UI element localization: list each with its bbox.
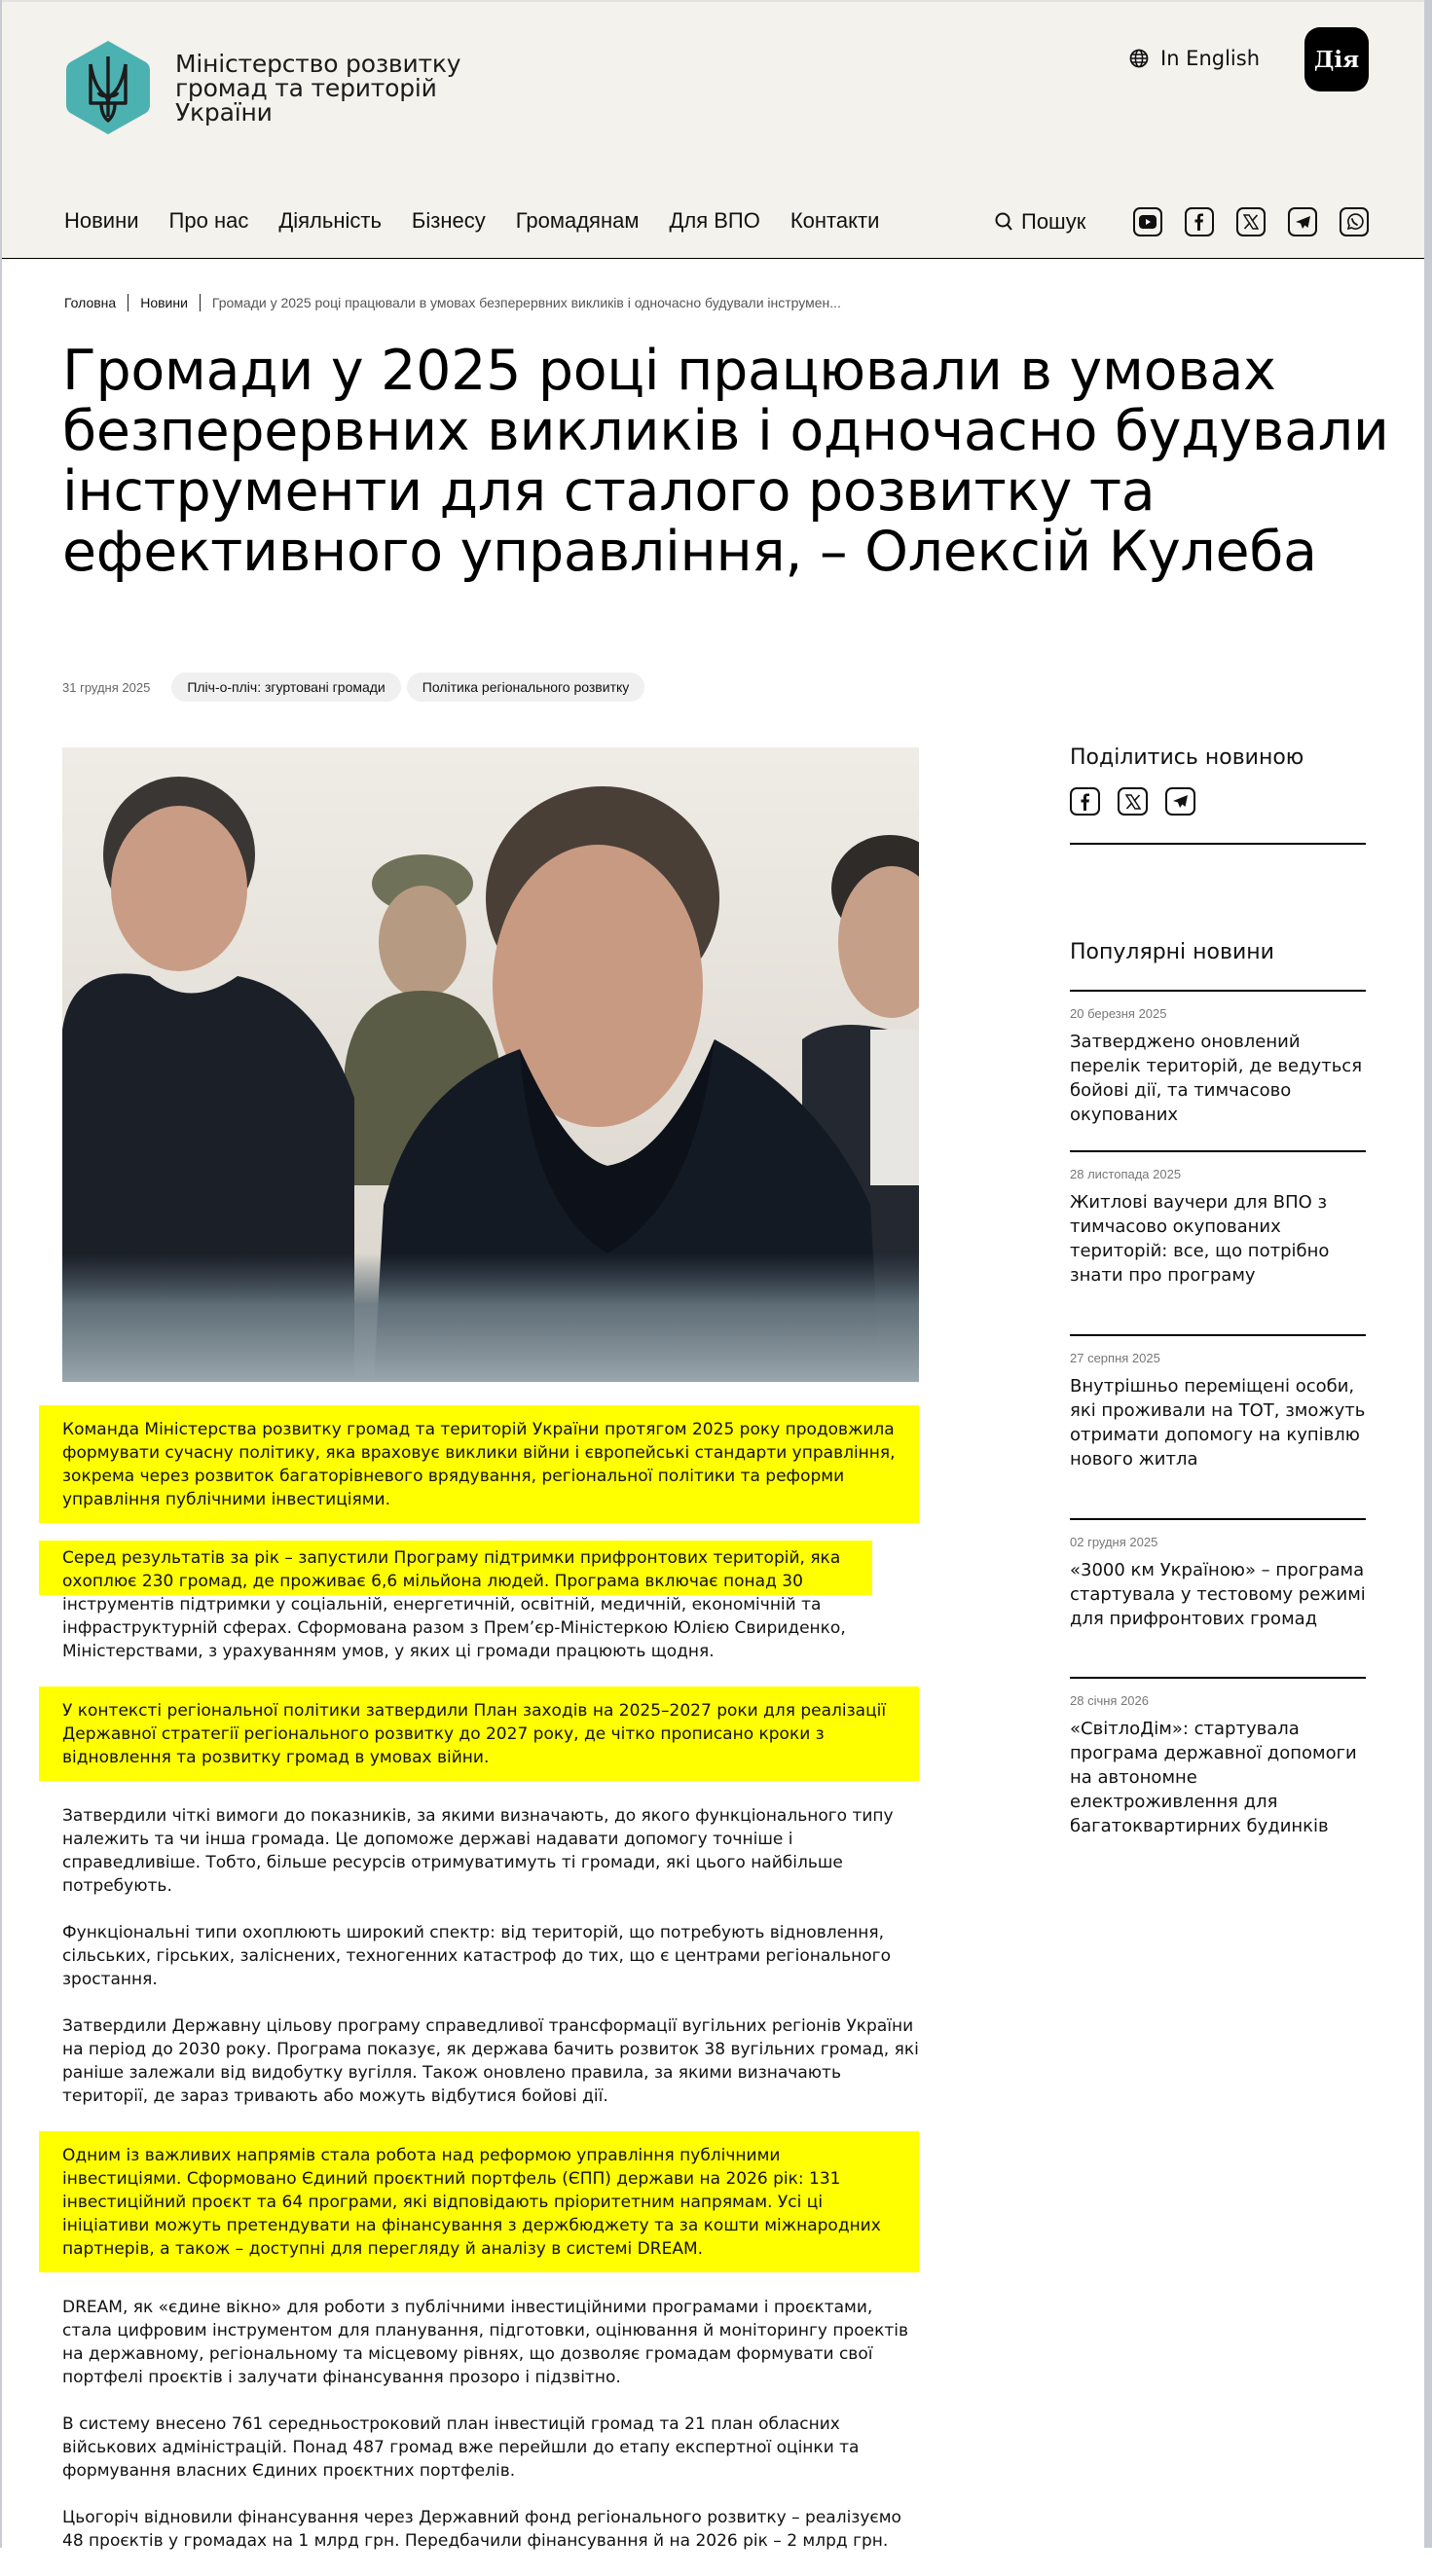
search-icon [995,212,1013,232]
main-nav [64,208,909,234]
x-icon [1125,794,1141,810]
tag-united-communities[interactable]: Пліч-о-пліч: згуртовані громади [171,672,400,702]
popular-news-item[interactable] [1070,1334,1366,1518]
breadcrumb-separator [200,294,201,311]
telegram-icon [1172,794,1189,809]
popular-news-title: Популярні новини [1070,940,1274,964]
popular-news-item[interactable] [1070,990,1366,1150]
breadcrumb-current: Громади у 2025 році працювали в умовах безперервних викликів і одночасно будували інструмен... [211,295,841,310]
news-date: 28 листопада 2025 [1070,1167,1182,1181]
facebook-link[interactable] [1185,207,1214,236]
breadcrumb-separator [128,294,129,311]
publish-date: 31 грудня 2025 [62,679,151,695]
globe-icon [1129,49,1149,68]
share-title: Поділитись новиною [1070,745,1304,770]
nav-item-activity[interactable]: Діяльність [278,208,382,233]
news-title-link[interactable]: «СвітлоДім»: стартувала програма державної допомоги на автономне електроживлення для багатоквартирних будинків [1070,1719,1357,1836]
news-title-link[interactable]: «3000 км Україною» – програма стартувала у тестовому режимі для прифронтових громад [1070,1560,1366,1629]
site-header [2,0,1424,259]
news-date: 27 серпня 2025 [1070,1351,1160,1365]
article-paragraph-highlighted: У контексті регіональної політики затвердили План заходів на 2025–2027 роки для реалізації Державної стратегії регіонального розвитку до 2027 року, де чітко прописано кроки з відновлення та розвитку громад в умовах війни. [39,1687,919,1781]
page-title: Громади у 2025 році працювали в умовах безперервних викликів і одночасно будували інструменти для сталого розвитку та ефективного управління, – Олексій Кулеба [62,339,1389,584]
language-label: In English [1160,47,1261,70]
divider [1070,843,1366,845]
tag-regional-policy[interactable]: Політика регіонального розвитку [407,672,645,702]
trident-emblem-icon [64,39,152,136]
nav-item-idp[interactable]: Для ВПО [669,208,760,233]
share-buttons [1070,787,1366,816]
facebook-icon [1080,793,1091,811]
article-paragraph-partly-highlighted [62,1546,919,1663]
breadcrumb-news[interactable]: Новини [140,295,188,310]
breadcrumb [64,294,841,311]
article-meta [62,672,650,702]
breadcrumb-home[interactable]: Головна [64,295,117,310]
nav-item-about[interactable]: Про нас [168,208,249,233]
whatsapp-link[interactable] [1340,207,1369,236]
photo-people-image [62,747,919,1382]
article-paragraph: Затвердили чіткі вимоги до показників, за якими визначають, до якого функціонального типу належить та чи інша громада. Це допоможе державі надавати допомогу точніше і справедливіше. Тобто, більше ресурсів отримуватимуть ті громади, які цього найбільше потребують. [62,1806,894,1896]
popular-news-item[interactable] [1070,1150,1366,1334]
search-label: Пошук [1021,209,1086,234]
youtube-icon [1139,215,1157,229]
article-paragraph: В систему внесено 761 середньостроковий план інвестицій громад та 21 план обласних військових адміністрацій. Понад 487 громад вже перейшли до етапу експертної оцінки та формування власних Єдиних проєктних портфелів. [62,2414,860,2481]
popular-news-item[interactable] [1070,1677,1366,1838]
news-title-link[interactable]: Внутрішньо переміщені особи, які проживали на ТОТ, зможуть отримати допомогу на купівлю нового житла [1070,1376,1366,1469]
article-paragraph: Цьогоріч відновили фінансування через Державний фонд регіонального розвитку – реалізуємо 48 проєктів у громадах на 1 млрд грн. Передбачили фінансування й на 2026 рік – 2 млрд грн. [62,2508,901,2551]
nav-item-citizens[interactable]: Громадянам [515,208,640,233]
share-telegram-button[interactable] [1165,787,1195,816]
news-title-link[interactable]: Затверджено оновлений перелік територій, де ведуться бойові дії, та тимчасово окупованих [1070,1032,1363,1125]
ministry-name: Міністерство розвитку громад та територій України [175,49,461,127]
article-paragraph: Затвердили Державну цільову програму справедливої трансформації вугільних регіонів України на період до 2030 року. Програма показує, як держава бачить розвиток 38 вугільних громад, які раніше залежали від видобутку вугілля. Також оновлено правила, за якими визначають території, де зараз тривають або можуть відбутися бойові дії. [62,2016,919,2106]
news-date: 20 березня 2025 [1070,1006,1167,1021]
language-switch[interactable] [1129,47,1260,70]
article-paragraph: DREAM, як «єдине вікно» для роботи з публічними інвестиційними програмами і проєктами, стала цифровим інструментом для планування, підготовки, оцінювання й моніторингу проектів на державному, регіональному та місцевому рівнях, що дозволяє громадам формувати свої портфелі проєктів і залучати фінансування прозоро і підзвітно. [62,2298,909,2387]
ministry-logo[interactable] [64,39,467,136]
youtube-link[interactable] [1133,207,1162,236]
facebook-icon [1193,213,1205,231]
search-button[interactable] [995,209,1085,235]
sidebar [1070,745,1366,1838]
news-date: 02 грудня 2025 [1070,1535,1158,1549]
header-socials [1133,207,1391,236]
whatsapp-icon [1345,213,1364,232]
share-x-button[interactable] [1118,787,1148,816]
article-photo [62,747,919,1382]
news-date: 28 січня 2026 [1070,1693,1149,1708]
popular-news-item[interactable] [1070,1518,1366,1677]
nav-item-contacts[interactable]: Контакти [789,208,880,233]
article-paragraph-highlighted: Команда Міністерства розвитку громад та територій України протягом 2025 року продовжила формувати сучасну політику, яка враховує виклики війни і європейські стандарти управління, зокрема через розвиток багаторівневого врядування, регіональної політики та реформи управління публічними інвестиціями. [39,1405,919,1523]
share-facebook-button[interactable] [1070,787,1100,816]
telegram-icon [1295,215,1311,230]
article-paragraph: Функціональні типи охоплюють широкий спектр: від територій, що потребують відновлення, сільських, гірських, заліснених, техногенних катастроф до тих, що є центрами регіонального зростання. [62,1923,891,1989]
x-icon [1243,214,1259,230]
telegram-link[interactable] [1288,207,1317,236]
popular-news-list [1070,990,1366,1838]
paragraph-text: Серед результатів за рік – запустили Програму підтримки прифронтових територій, яка охоплює 230 громад, де проживає 6,6 мільйона людей. Програма включає понад 30 інструментів підтримки у соціальній, енергетичній, освітній, медичній, економічній та інфраструктурній сферах. Сформована разом з Прем’єр-Міністеркою Юлією Свириденко, Міністерствами, з урахуванням умов, у яких ці громади працюють щодня. [62,1548,846,1661]
article-body [62,1405,919,2576]
diia-button[interactable]: Дія [1304,27,1369,91]
article-paragraph-highlighted: Одним із важливих напрямів стала робота над реформою управління публічними інвестиціями. Сформовано Єдиний проєктний портфель (ЄПП) держави на 2026 рік: 131 інвестиційний проєкт та 64 програми, які відповідають пріоритетним напрямам. Усі ці ініціативи можуть претендувати на фінансування з держбюджету та за кошти міжнародних партнерів, а також – доступні для перегляду й аналізу в системі DREAM. [39,2131,919,2272]
news-title-link[interactable]: Житлові ваучери для ВПО з тимчасово окупованих територій: все, що потрібно знати про програму [1070,1192,1330,1286]
x-link[interactable] [1236,207,1266,236]
nav-item-business[interactable]: Бізнесу [411,208,486,233]
nav-item-news[interactable]: Новини [64,208,139,233]
